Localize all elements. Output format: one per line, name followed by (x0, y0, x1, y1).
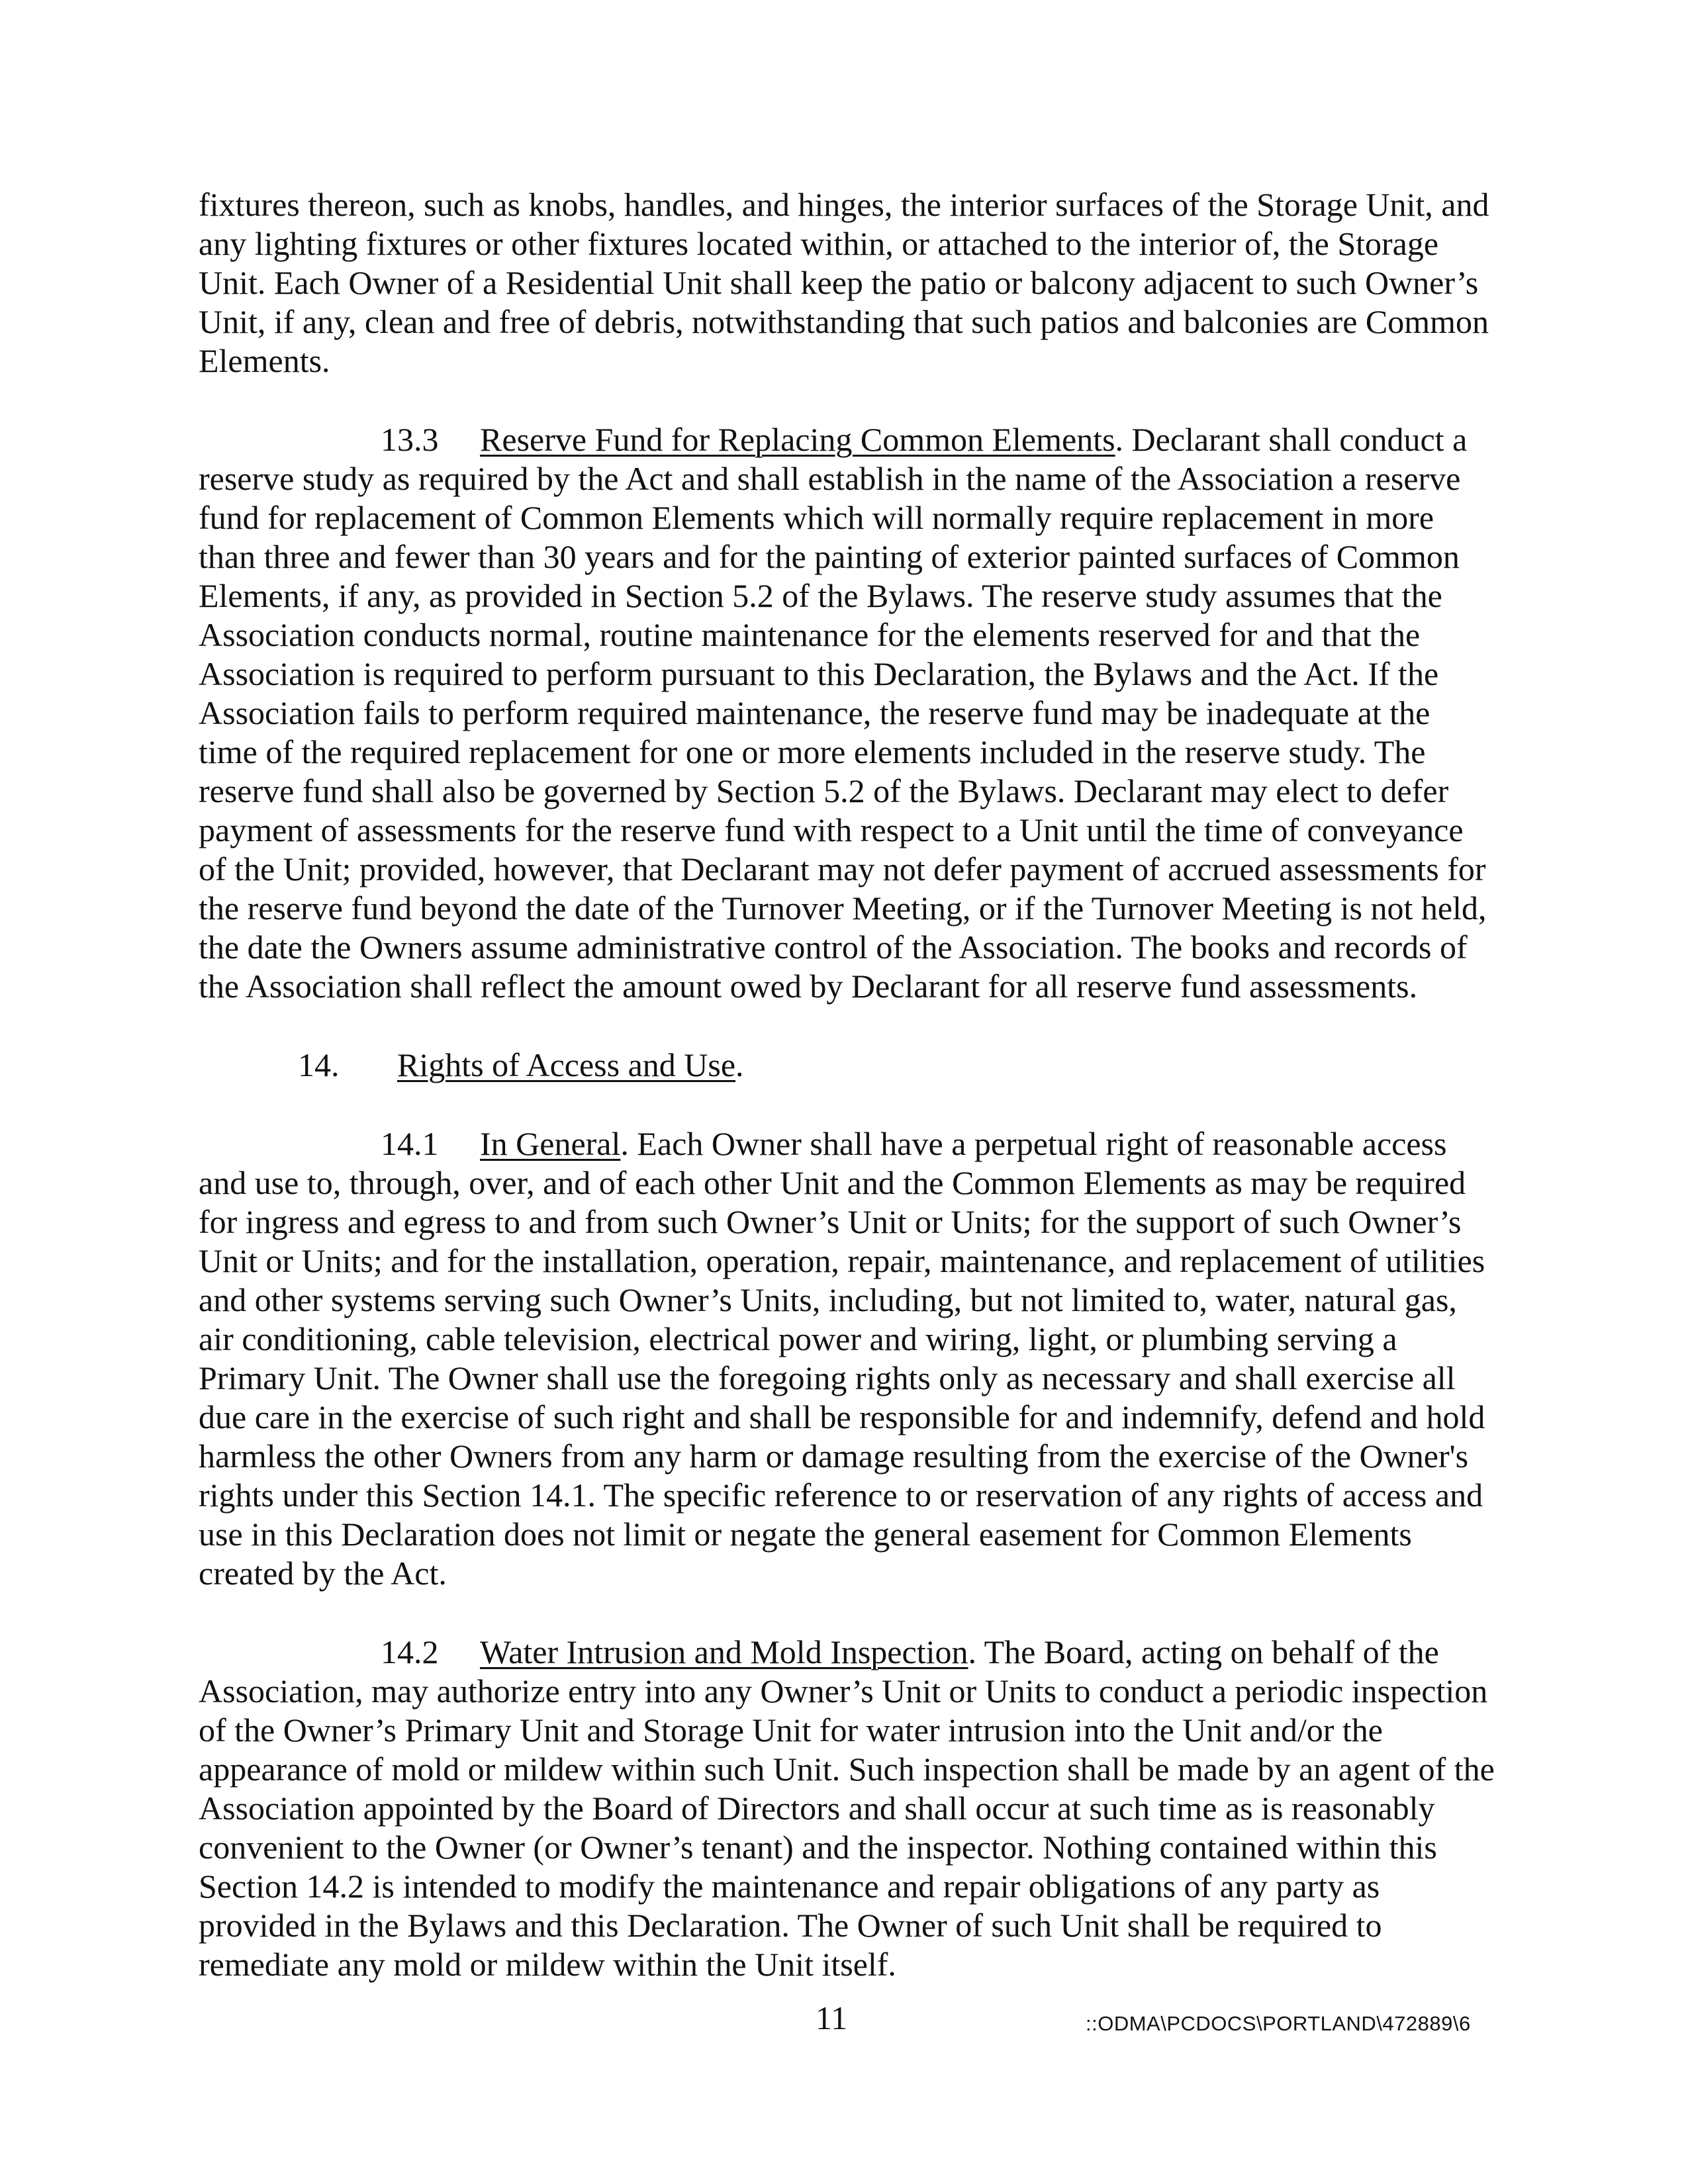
section-13-3 (199, 420, 1496, 1006)
page-number: 11 (816, 1999, 848, 2036)
section-title: Water Intrusion and Mold Inspection (480, 1633, 968, 1670)
paragraph-continued: fixtures thereon, such as knobs, handles, and hinges, the interior surfaces of the Storage Unit, and any lighting fixtures or other fixtures located within, or attached to the interior of, the Storage Unit. Each Owner of a Residential Unit shall keep the patio or balcony adjacent to such Owner’s Unit, if any, clean and free of debris, notwithstanding that such patios and balconies are Common Elements. (199, 186, 1489, 379)
section-14-heading (298, 1046, 1496, 1085)
section-body: . Each Owner shall have a perpetual right of reasonable access and use to, through, over, and of each other Unit and the Common Elements as may be required for ingress and egress to and from such Owner’s Unit or Units; for the support of such Owner’s Unit or Units; and for the installation, operation, repair, maintenance, and replacement of utilities and other systems serving such Owner’s Units, including, but not limited to, water, natural gas, air conditioning, cable television, electrical power and wiring, light, or plumbing serving a Primary Unit. The Owner shall use the foregoing rights only as necessary and shall exercise all due care in the exercise of such right and shall be responsible for and indemnify, defend and hold harmless the other Owners from any harm or damage resulting from the exercise of the Owner's rights under this Section 14.1. The specific reference to or reservation of any rights of access and use in this Declaration does not limit or negate the general easement for Common Elements created by the Act. (199, 1125, 1485, 1592)
section-14-1 (199, 1124, 1496, 1593)
section-14-2 (199, 1633, 1496, 1984)
section-number: 14.1 (381, 1125, 439, 1162)
document-id: ::ODMA\PCDOCS\PORTLAND\472889\6 (1086, 2012, 1471, 2035)
section-body: . The Board, acting on behalf of the Association, may authorize entry into any Owner’s Unit or Units to conduct a periodic inspection of the Owner’s Primary Unit and Storage Unit for water intrusion into the Unit and/or the appearance of mold or mildew within such Unit. Such inspection shall be made by an agent of the Association appointed by the Board of Directors and shall occur at such time as is reasonably convenient to the Owner (or Owner’s tenant) and the inspector. Nothing contained within this Section 14.2 is intended to modify the maintenance and repair obligations of any party as provided in the Bylaws and this Declaration. The Owner of such Unit shall be required to remediate any mold or mildew within the Unit itself. (199, 1633, 1495, 1983)
section-number: 14. (298, 1046, 340, 1083)
section-title: Reserve Fund for Replacing Common Elements (480, 421, 1115, 458)
section-title: Rights of Access and Use (397, 1046, 736, 1083)
section-body: . Declarant shall conduct a reserve study as required by the Act and shall establish in the name of the Association a reserve fund for replacement of Common Elements which will normally require replacement in more than three and fewer than 30 years and for the painting of exterior painted surfaces of Common Elements, if any, as provided in Section 5.2 of the Bylaws. The reserve study assumes that the Association conducts normal, routine maintenance for the elements reserved for and that the Association is required to perform pursuant to this Declaration, the Bylaws and the Act. If the Association fails to perform required maintenance, the reserve fund may be inadequate at the time of the required replacement for one or more elements included in the reserve study. The reserve fund shall also be governed by Section 5.2 of the Bylaws. Declarant may elect to defer payment of assessments for the reserve fund with respect to a Unit until the time of conveyance of the Unit; provided, however, that Declarant may not defer payment of accrued assessments for the reserve fund beyond the date of the Turnover Meeting, or if the Turnover Meeting is not held, the date the Owners assume administrative control of the Association. The books and records of the Association shall reflect the amount owed by Declarant for all reserve fund assessments. (199, 421, 1487, 1005)
document-page (199, 185, 1496, 2024)
section-number: 13.3 (381, 421, 439, 458)
heading-period: . (735, 1046, 744, 1083)
section-title: In General (480, 1125, 621, 1162)
section-number: 14.2 (381, 1633, 439, 1670)
